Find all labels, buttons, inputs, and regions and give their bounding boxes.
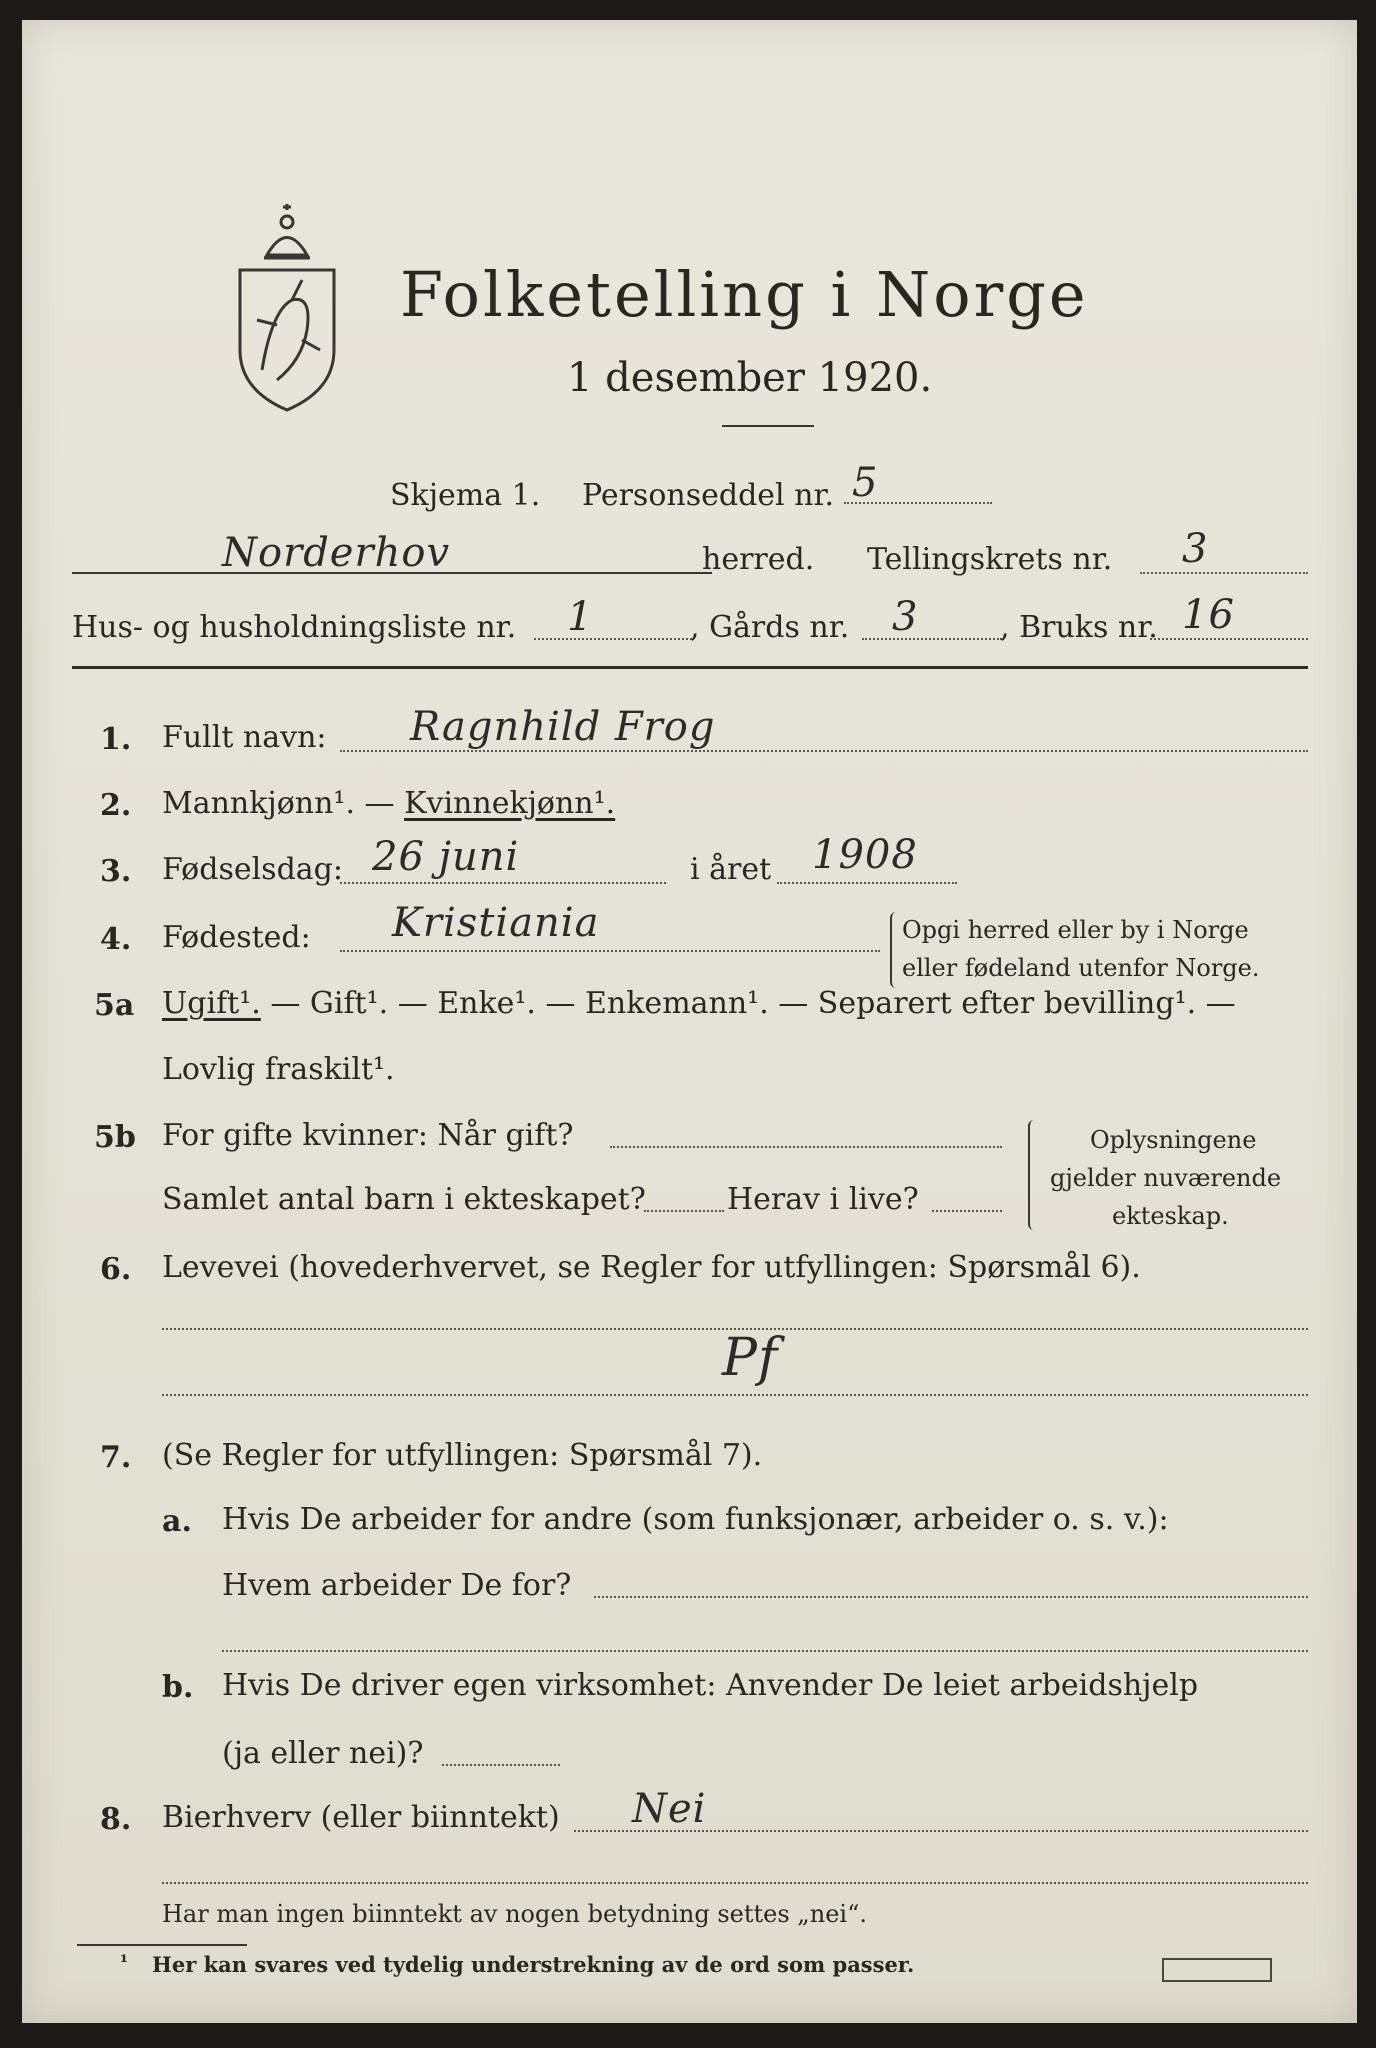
q7a-question: Hvem arbeider De for? [222,1568,572,1603]
q4-label: Fødested: [162,920,311,955]
q2-male: Mannkjønn¹. [162,786,355,821]
footer-note: Har man ingen biinntekt av nogen betydning settes „nei“. [162,1900,867,1928]
q3-number: 3. [100,854,132,889]
footnote-divider [77,1944,247,1946]
q3-birth-day: 26 juni [372,834,520,880]
gards-value: 3 [892,594,919,640]
q3-birth-year: 1908 [812,832,918,878]
q2-female-underlined: Kvinnekjønn¹. [404,786,616,821]
q5b-note-bracket [1028,1120,1036,1230]
herred-label: herred. [702,542,815,577]
footnote-mark: ¹ [120,1952,128,1973]
q5b-note-line2: gjelder nuværende [1050,1164,1282,1192]
coat-of-arms-icon [232,200,342,420]
q7b-question: (ja eller nei)? [222,1736,424,1771]
q5b-note-line1: Oplysningene [1090,1126,1257,1154]
q8-number: 8. [100,1802,132,1837]
personseddel-value: 5 [852,460,879,506]
q7b-letter: b. [162,1670,194,1705]
q4-birthplace: Kristiania [392,900,600,946]
q5a-line2: Lovlig fraskilt¹. [162,1052,395,1087]
q2-number: 2. [100,788,132,823]
q8-label: Bierhverv (eller biinntekt) [162,1800,560,1835]
footnote-text: Her kan svares ved tydelig understrekning av de ord som passer. [152,1952,915,1977]
q8-side-income: Nei [632,1786,707,1832]
husliste-value: 1 [567,594,594,640]
husliste-label: Hus- og husholdningsliste nr. [72,610,517,645]
q2-dash: — [364,786,395,821]
q5a-other-options: — Gift¹. — Enke¹. — Enkemann¹. — Separert efter bevilling¹. — [270,986,1236,1021]
printer-stamp [1162,1958,1272,1982]
personseddel-label: Personseddel nr. [582,478,835,513]
title-divider [722,425,814,427]
q7a-letter: a. [162,1504,192,1539]
q4-note-line1: Opgi herred eller by i Norge [902,916,1249,944]
q6-number: 6. [100,1252,132,1287]
form-title: Folketelling i Norge [400,258,1089,331]
q6-label: Levevei (hovederhvervet, se Regler for utfyllingen: Spørsmål 6). [162,1250,1141,1285]
q3-label: Fødselsdag: [162,852,343,887]
tellingskrets-label: Tellingskrets nr. [867,542,1113,577]
q4-note-bracket [890,912,898,988]
q5b-when-married: For gifte kvinner: Når gift? [162,1118,574,1153]
tellingskrets-value: 3 [1182,526,1209,572]
q3-year-label: i året [690,852,772,887]
q6-occupation: Pf [722,1328,779,1388]
q5b-number: 5b [94,1120,136,1155]
q4-note-line2: eller fødeland utenfor Norge. [902,954,1260,982]
q1-number: 1. [100,722,132,757]
q5b-children-label: Samlet antal barn i ekteskapet? [162,1182,646,1217]
q1-full-name: Ragnhild Frog [410,704,716,750]
skjema-label: Skjema 1. [390,478,541,513]
q5b-alive-label: Herav i live? [727,1182,919,1217]
bruks-value: 16 [1182,592,1235,638]
q7-label: (Se Regler for utfyllingen: Spørsmål 7). [162,1438,763,1473]
census-date: 1 desember 1920. [567,355,933,401]
gards-label: , Gårds nr. [690,610,850,645]
q1-label: Fullt navn: [162,720,327,755]
bruks-label: , Bruks nr. [1000,610,1158,645]
census-form-page [22,20,1357,2023]
q4-number: 4. [100,922,132,957]
q5a-ugift-underlined: Ugift¹. [162,986,261,1021]
q7a-text: Hvis De arbeider for andre (som funksjonær, arbeider o. s. v.): [222,1502,1169,1537]
section-divider [72,666,1308,669]
q7-number: 7. [100,1440,132,1475]
q7b-text: Hvis De driver egen virksomhet: Anvender De leiet arbeidshjelp [222,1668,1199,1703]
q5b-note-line3: ekteskap. [1112,1202,1229,1230]
herred-value: Norderhov [222,530,451,576]
q5a-number: 5a [94,988,135,1023]
